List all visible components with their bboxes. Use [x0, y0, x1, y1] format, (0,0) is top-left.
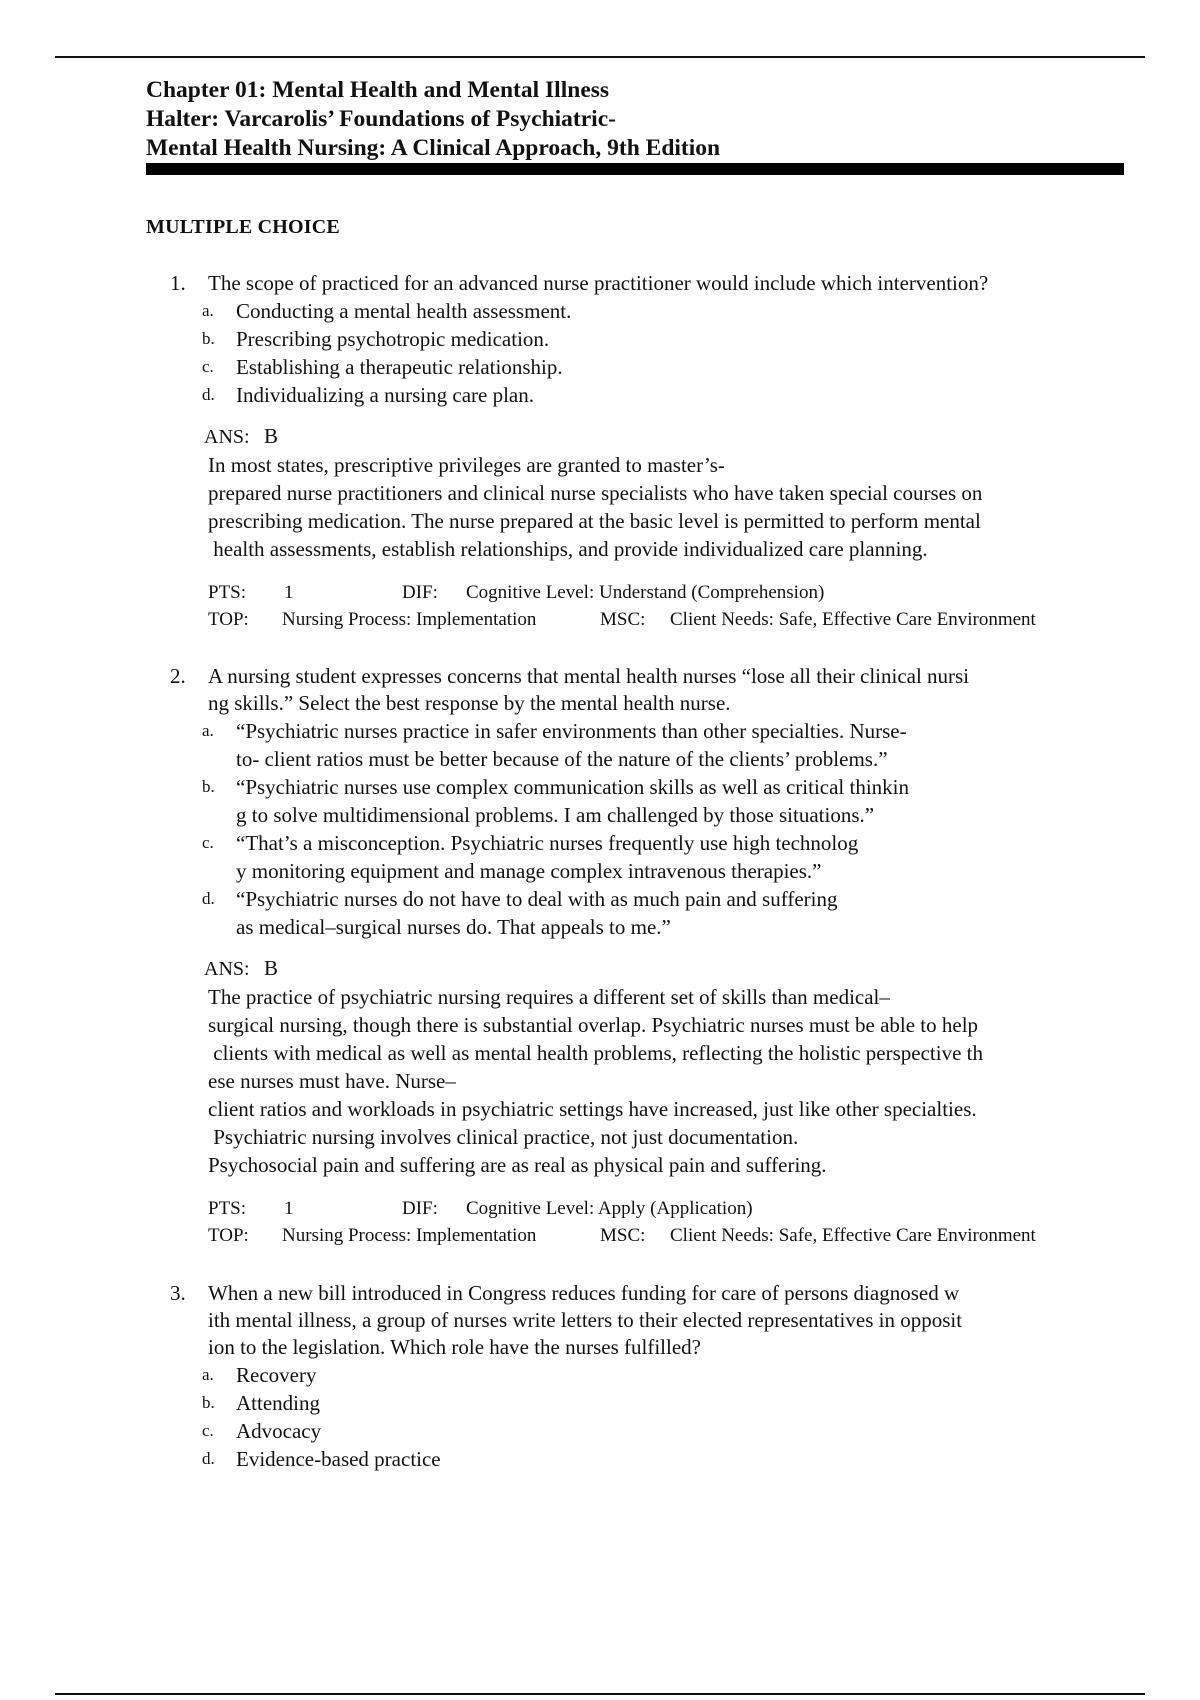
- header-divider: [146, 163, 1124, 175]
- question-number: 2.: [170, 664, 186, 688]
- section-title: MULTIPLE CHOICE: [146, 216, 340, 238]
- ans-label: ANS:: [204, 958, 250, 980]
- dif-value: Cognitive Level: Apply (Application): [466, 1198, 753, 1219]
- option-b: b. Attending: [202, 1391, 320, 1415]
- option-c: c. Establishing a therapeutic relationship.: [202, 355, 563, 379]
- ans-label: ANS:: [204, 426, 250, 448]
- rationale: In most states, prescriptive privileges are granted to master’s- prepared nurse practitioners and clinical nurse specialists who have taken special courses on prescribing medication. The nurse prepared at the basic level is permitted to perform mental health assessments, establish relationships, and provide individualized care planning.: [208, 453, 983, 561]
- question-1: [170, 270, 1130, 633]
- option-c: c. Advocacy: [202, 1419, 322, 1443]
- answer-options: [202, 297, 1130, 409]
- top-value: Nursing Process: Implementation: [282, 1225, 537, 1246]
- question-3: [170, 1280, 1130, 1473]
- book-title-line-1: Halter: Varcarolis’ Foundations of Psychiatric-: [146, 106, 616, 132]
- option-d: d. Individualizing a nursing care plan.: [202, 383, 534, 407]
- ans-value: B: [264, 956, 279, 980]
- bottom-rule: [55, 1693, 1145, 1695]
- dif-value: Cognitive Level: Understand (Comprehension): [466, 582, 825, 603]
- document-header: [146, 76, 1126, 163]
- question-metadata: PTS: 1 DIF: Cognitive Level: Apply (Application) TOP: Nursing Process: Implementation MSC: Client Needs: Safe, Effective Care Environment: [208, 1195, 1130, 1249]
- option-c: c. “That’s a misconception. Psychiatric nurses frequently use high technolog y monitoring equipment and manage complex intravenous therapies.”: [202, 831, 859, 883]
- answer-options: [202, 1361, 1130, 1473]
- answer-key: [204, 423, 1130, 451]
- option-b: b. “Psychiatric nurses use complex communication skills as well as critical thinkin g to solve multidimensional problems. I am challenged by those situations.”: [202, 775, 910, 827]
- question-metadata: PTS: 1 DIF: Cognitive Level: Understand (Comprehension) TOP: Nursing Process: Implementation MSC: Client Needs: Safe, Effective Care Environment: [208, 579, 1130, 633]
- question-number: 3.: [170, 1281, 186, 1305]
- top-value: Nursing Process: Implementation: [282, 609, 537, 630]
- question-stem: When a new bill introduced in Congress reduces funding for care of persons diagnosed w ith mental illness, a group of nurses write letters to their elected representatives in opposit ion to the legislation. Which role have the nurses fulfilled?: [208, 1281, 963, 1359]
- pts-value: 1: [284, 582, 294, 603]
- msc-value: Client Needs: Safe, Effective Care Environment: [670, 1225, 1036, 1246]
- question-2: [170, 663, 1130, 1249]
- question-stem: A nursing student expresses concerns that mental health nurses “lose all their clinical nursi ng skills.” Select the best response by the mental health nurse.: [208, 664, 970, 715]
- option-b: b. Prescribing psychotropic medication.: [202, 327, 550, 351]
- top-rule: [55, 56, 1145, 58]
- option-d: d. “Psychiatric nurses do not have to deal with as much pain and suffering as medical–surgical nurses do. That appeals to me.”: [202, 887, 838, 939]
- option-a: a. “Psychiatric nurses practice in safer environments than other specialties. Nurse- to- client ratios must be better because of the nature of the clients’ problems.”: [202, 719, 907, 771]
- answer-options: [202, 717, 1130, 941]
- question-stem: The scope of practiced for an advanced nurse practitioner would include which intervention?: [208, 271, 989, 295]
- chapter-title: Chapter 01: Mental Health and Mental Illness: [146, 77, 610, 103]
- question-number: 1.: [170, 271, 186, 295]
- pts-value: 1: [284, 1198, 294, 1219]
- msc-value: Client Needs: Safe, Effective Care Environment: [670, 609, 1036, 630]
- answer-key: [204, 955, 1130, 983]
- option-a: a. Recovery: [202, 1363, 317, 1387]
- option-a: a. Conducting a mental health assessment.: [202, 299, 572, 323]
- book-title-line-2: Mental Health Nursing: A Clinical Approach, 9th Edition: [146, 135, 721, 161]
- rationale: The practice of psychiatric nursing requires a different set of skills than medical– surgical nursing, though there is substantial overlap. Psychiatric nurses must be able to help clients with medical as well as mental health problems, reflecting the holistic perspective th ese nurses must have. Nurse– client ratios and workloads in psychiatric settings have increased, just like other specialties. Psychiatric nursing involves clinical practice, not just documentation. Psychosocial pain and suffering are as real as physical pain and suffering.: [208, 985, 984, 1177]
- ans-value: B: [264, 424, 279, 448]
- option-d: d. Evidence-based practice: [202, 1447, 441, 1471]
